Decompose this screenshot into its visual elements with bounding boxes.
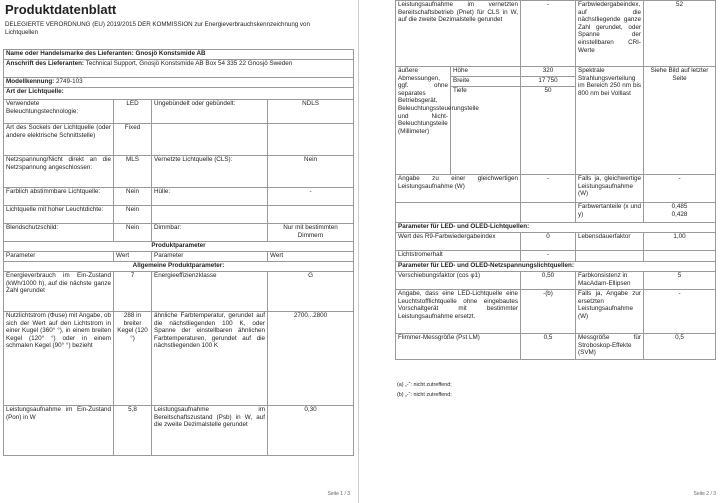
equivalent-power-value: - [644, 175, 716, 203]
cap-type-value: Fixed [114, 124, 152, 156]
directional-label: Ungebündelt oder gebündelt: [152, 100, 268, 124]
high-luminance-label: Lichtquelle mit hoher Leuchtdichte: [4, 206, 114, 224]
flicker-metric-label: Flimmer-Messgröße (Pst LM) [396, 334, 521, 360]
stroboscopic-value: 0,5 [644, 334, 716, 360]
dimensions-label: äußere Abmessungen, ggf. ohne separates Betriebsgerät, Beleuchtungssteuerungsteile und Nicht-Beleuchtungsteile (Millimeter) [396, 67, 451, 175]
col-param: Parameter [4, 252, 114, 262]
energy-consumption-label: Energieverbrauch im Ein-Zustand (kWh/1000 h), auf die nächste ganze Zahl gerundet [4, 272, 114, 312]
depth-label: Tiefe [451, 87, 521, 175]
energy-class-value: G [268, 272, 354, 312]
survival-factor-label: Lebensdauerfaktor [576, 233, 644, 251]
supplier-address: Technical Support, Gnosjö Konstsmide AB Box 54 335 22 Gnosjö Sweden [85, 60, 293, 67]
dimmable-label: Dimmbar: [152, 224, 268, 242]
cls-label: Vernetzte Lichtquelle (CLS): [152, 156, 268, 188]
model-id: 2749-103 [56, 78, 83, 85]
replaced-power-label: Falls ja, Angabe zur ersetzten Leistungsaufnahme (W) [576, 290, 644, 334]
mains-label: Netzspannung/Nicht direkt an die Netzspannung angeschlossen: [4, 156, 114, 188]
datasheet-page-2 [361, 0, 720, 503]
technology-label: Verwendete Beleuchtungstechnologie: [4, 100, 114, 124]
flicker-metric-value: 0,5 [521, 334, 576, 360]
height-label: Höhe [451, 67, 521, 77]
mains-value: MLS [114, 156, 152, 188]
networked-standby-label: Leistungsaufnahme im vernetzten Bereitschaftsbetrieb (Pnet) für CLS in W, auf die zweite Dezimalstelle gerundet [396, 1, 521, 67]
cls-value: Nein [268, 156, 354, 188]
cap-type-label: Art des Sockels der Lichtquelle (oder andere elektrische Schnittstelle) [4, 124, 114, 156]
chromaticity-y: 0,428 [671, 210, 688, 218]
envelope-label: Hülle: [152, 188, 268, 206]
colour-consistency-value: 5 [644, 272, 716, 290]
model-label: Modellkennung: [6, 78, 55, 85]
displacement-factor-label: Verschiebungsfaktor (cos φ1) [396, 272, 521, 290]
params-header: Produktparameter [4, 242, 354, 252]
col-value: Wert [114, 252, 152, 262]
antiglare-label: Blendschutzschild: [4, 224, 114, 242]
footnote-b: (b) „-“: nicht zutreffend; [397, 392, 452, 398]
networked-standby-value: - [521, 1, 576, 67]
directional-value: NDLS [268, 100, 354, 124]
cct-label: ähnliche Farbtemperatur, gerundet auf die nächstliegenden 100 K, oder Spanne der einstellbaren ähnlichen Farbtemperaturen, gerundet auf die nächstliegenden 100 K [152, 312, 268, 406]
height-value: 320 [521, 67, 576, 77]
tunable-label: Farblich abstimmbare Lichtquelle: [4, 188, 114, 206]
cct-value: 2700...2800 [268, 312, 354, 406]
regulation-subtitle: DELEGIERTE VERORDNUNG (EU) 2019/2015 DER KOMMISSION zur Energieverbrauchskennzeichnung von Lichtquellen [5, 21, 310, 36]
replaced-power-value: - [644, 290, 716, 334]
spectral-value: Siehe Bild auf letzter Seite [644, 67, 716, 175]
fluorescent-replacement-value: -(b) [521, 290, 576, 334]
survival-factor-value: 1,00 [644, 233, 716, 251]
high-luminance-value: Nein [114, 206, 152, 224]
equivalent-power-claim-label: Angabe zu einer gleichwertigen Leistungsaufnahme (W) [396, 175, 521, 203]
general-params-header: Allgemeine Produktparameter: [4, 262, 354, 272]
equivalent-power-label: Falls ja, gleichwertige Leistungsaufnahme (W) [576, 175, 644, 203]
footnote-a: (a) „-“: nicht zutreffend; [397, 382, 452, 388]
chromaticity-x: 0,485 [671, 203, 688, 210]
page-number: Seite 1 / 3 [327, 491, 350, 497]
dimmable-value: Nur mit bestimmten Dimmern [268, 224, 354, 242]
depth-value: 50 [521, 87, 576, 175]
fluorescent-replacement-label: Angabe, dass eine LED-Lichtquelle eine Leuchtstofflichtquelle ohne eingebautes Vorschaltgerät mit bestimmter Leistungsaufnahme ersetzt. [396, 290, 521, 334]
supplier-name: Name oder Handelsmarke des Lieferanten: Gnosjö Konstsmide AB [4, 50, 354, 60]
r9-label: Wert des R9-Farbwiedergabeindex [396, 233, 521, 251]
technology-value: LED [114, 100, 152, 124]
standby-power-value: 0,30 [268, 406, 354, 456]
equivalent-power-claim-value: - [521, 175, 576, 203]
width-label: Breite [451, 77, 521, 87]
tunable-value: Nein [114, 188, 152, 206]
page-title: Produktdatenblatt [5, 2, 117, 17]
col-param-2: Parameter [152, 252, 268, 262]
on-mode-power-value: 5,8 [114, 406, 152, 456]
standby-power-label: Leistungsaufnahme im Bereitschaftszustand (Psb) in W, auf die zweite Dezimalstelle gerundet [152, 406, 268, 456]
page-number: Seite 2 / 3 [693, 491, 716, 497]
width-value: 17 750 [521, 77, 576, 87]
col-value-2: Wert [268, 252, 354, 262]
supplier-address-label: Anschrift des Lieferanten: [6, 60, 85, 67]
displacement-factor-value: 0,50 [521, 272, 576, 290]
parameters-table-continued [395, 0, 716, 360]
cri-label: Farbwiedergabeindex, auf die nächstliegende ganze Zahl gerundet, oder Spanne der einstellbaren CRI-Werte [576, 1, 644, 67]
mains-led-params-header: Parameter für LED- und OLED-Netzspannungslichtquellen: [396, 262, 716, 272]
lighttype-label: Art der Lichtquelle: [4, 88, 354, 100]
spectral-label: Spektrale Strahlungsverteilung im Bereich 250 nm bis 800 nm bei Volllast [576, 67, 644, 175]
envelope-value: - [268, 188, 354, 206]
colour-consistency-label: Farbkonsistenz in MacAdam-Ellipsen [576, 272, 644, 290]
r9-value: 0 [521, 233, 576, 251]
supplier-table [3, 49, 354, 456]
energy-consumption-value: 7 [114, 272, 152, 312]
useful-flux-value: 288 in breiter Kegel (120 °) [114, 312, 152, 406]
led-params-header: Parameter für LED- und OLED-Lichtquellen: [396, 223, 716, 233]
datasheet-page-1 [0, 0, 359, 503]
chromaticity-label: Farbwertanteile (x und y) [576, 203, 644, 223]
lumen-maintenance-value: - [521, 251, 576, 262]
energy-class-label: Energieeffizienzklasse [152, 272, 268, 312]
cri-value: 52 [644, 1, 716, 67]
on-mode-power-label: Leistungsaufnahme im Ein-Zustand (Pon) in W [4, 406, 114, 456]
useful-flux-label: Nutzlichtstrom (Φuse) mit Angabe, ob sich der Wert auf den Lichtstrom in einer Kugel (360° °), in einem breiten Kegel (120° °) oder in einem schmalen Kegel (90° °) bezieht [4, 312, 114, 406]
antiglare-value: Nein [114, 224, 152, 242]
lumen-maintenance-label: Lichtstromerhalt [396, 251, 521, 262]
stroboscopic-label: Messgröße für Stroboskop-Effekte (SVM) [576, 334, 644, 360]
